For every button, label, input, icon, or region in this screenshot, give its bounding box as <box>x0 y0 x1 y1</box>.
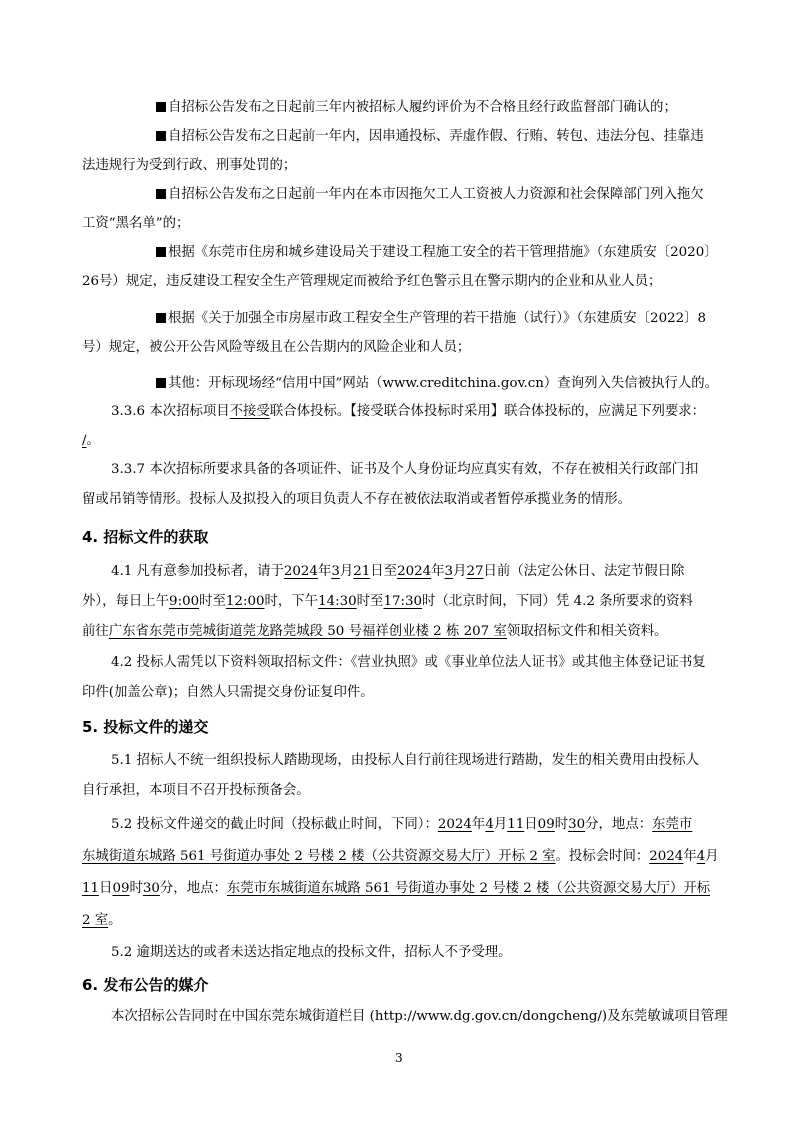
page-number: 3 <box>395 1051 403 1065</box>
clause-4-1-line-1: 4.1 凡有意参加投标者，请于2024年3月21日至2024年3月27日前（法定公休日、法定节假日除 <box>111 564 685 579</box>
open-month: 4 <box>696 849 706 864</box>
pm-end-time: 17:30 <box>383 594 423 609</box>
section-6-heading: 6. 发布公告的媒介 <box>82 976 209 994</box>
consortium-requirement: / <box>82 433 87 448</box>
disqualify-item-2-cont: 法违规行为受到行政、刑事处罚的； <box>82 158 297 173</box>
clause-5-2-line-4: 2 室。 <box>82 913 122 928</box>
deadline-minute: 30 <box>568 817 586 832</box>
clause-3-3-6-cont: /。 <box>82 433 100 448</box>
am-end-time: 12:00 <box>225 594 265 609</box>
disqualify-item-6: 其他：开标现场经“信用中国”网站（www.creditchina.gov.cn）查询列入失信被执行人的。 <box>156 375 718 393</box>
clause-3-3-7: 3.3.7 本次招标所要求具备的各项证件、证书及个人身份证均应真实有效，不存在被相关行政部门扣 <box>111 462 699 477</box>
clause-4-2-line-2: 印件(加盖公章)；自然人只需提交身份证复印件。 <box>82 685 374 700</box>
bullet-square-icon <box>156 102 166 112</box>
start-day: 21 <box>353 564 371 579</box>
clause-3-3-7-cont: 留或吊销等情形。投标人及拟投入的项目负责人不存在被依法取消或者暂停承揽业务的情形。 <box>82 492 632 507</box>
deadline-month: 4 <box>485 817 494 832</box>
bullet-square-icon <box>156 313 166 323</box>
bullet-square-icon <box>156 189 166 199</box>
clause-4-1-line-2: 外），每日上午9:00时至12:00时，下午14:30时至17:30时（北京时间，下同）凭 4.2 条所要求的资料 <box>82 594 693 609</box>
end-day: 27 <box>466 564 484 579</box>
deadline-hour: 09 <box>537 817 555 832</box>
opening-place-cont: 2 室 <box>82 913 109 928</box>
deadline-day: 11 <box>507 817 525 832</box>
deadline-year: 2024 <box>437 817 472 832</box>
end-year: 2024 <box>397 564 432 579</box>
open-day: 11 <box>82 881 100 896</box>
open-hour: 09 <box>112 881 130 896</box>
submission-place: 东莞市 <box>652 817 693 832</box>
open-minute: 30 <box>142 881 160 896</box>
bullet-square-icon <box>156 247 166 257</box>
end-month: 3 <box>444 564 454 579</box>
disqualify-item-4: 根据《东莞市住房和城乡建设局关于建设工程施工安全的若干管理措施》（东建质安〔2020〕 <box>156 244 718 262</box>
clause-5-1-line-1: 5.1 招标人不统一组织投标人踏勘现场，由投标人自行前往现场进行踏勘，发生的相关费用由投标人 <box>111 753 699 768</box>
disqualify-item-1: 自招标公告发布之日起前三年内被招标人履约评价为不合格且经行政监督部门确认的； <box>156 99 677 117</box>
disqualify-item-3-cont: 工资“黑名单”的； <box>82 216 190 231</box>
disqualify-item-3: 自招标公告发布之日起前一年内在本市因拖欠工人工资被人力资源和社会保障部门列入拖欠 <box>156 186 704 204</box>
clause-6-1: 本次招标公告同时在中国东莞东城街道栏目 (http://www.dg.gov.cn/dongcheng/)及东莞敏诚项目管理 <box>111 1009 728 1024</box>
clause-4-2-line-1: 4.2 投标人需凭以下资料领取招标文件：《营业执照》或《事业单位法人证书》或其他主体登记证书复 <box>111 655 706 670</box>
am-start-time: 9:00 <box>169 594 200 609</box>
bullet-square-icon <box>156 378 166 388</box>
bullet-square-icon <box>156 131 166 141</box>
pickup-address: 广东省东莞市莞城街道莞龙路莞城段 50 号福祥创业楼 2 栋 207 室 <box>108 624 507 639</box>
start-year: 2024 <box>283 564 318 579</box>
section-5-heading: 5. 投标文件的递交 <box>82 718 209 736</box>
disqualify-item-5: 根据《关于加强全市房屋市政工程安全生产管理的若干措施（试行）》（东建质安〔2022〕8 <box>156 310 706 328</box>
disqualify-item-2: 自招标公告发布之日起前一年内，因串通投标、弄虚作假、行贿、转包、违法分包、挂靠违 <box>156 128 704 146</box>
clause-5-2-line-3: 11日09时30分，地点：东莞市东城街道东城路 561 号街道办事处 2 号楼 2 楼（公共资源交易大厅）开标 <box>82 881 711 896</box>
clause-3-3-6: 3.3.6 本次招标项目不接受联合体投标。【接受联合体投标时采用】联合体投标的，应满足下列要求： <box>111 404 706 419</box>
disqualify-item-4-cont: 26号）规定，违反建设工程安全生产管理规定而被给予红色警示且在警示期内的企业和从业人员； <box>82 274 662 289</box>
pm-start-time: 14:30 <box>318 594 357 609</box>
start-month: 3 <box>331 564 340 579</box>
open-year: 2024 <box>649 849 684 864</box>
opening-place: 东莞市东城街道东城路 561 号街道办事处 2 号楼 2 楼（公共资源交易大厅）开标 <box>226 881 711 896</box>
consortium-option: 不接受 <box>229 404 270 419</box>
clause-5-1-line-2: 自行承担，本项目不召开投标预备会。 <box>82 783 310 798</box>
clause-5-2-line-1: 5.2 投标文件递交的截止时间（投标截止时间，下同）：2024年4月11日09时30分，地点：东莞市 <box>111 817 693 832</box>
clause-4-1-line-3: 前往广东省东莞市莞城街道莞龙路莞城段 50 号福祥创业楼 2 栋 207 室领取招标文件和相关资料。 <box>82 624 668 639</box>
submission-place-cont: 东城街道东城路 561 号街道办事处 2 号楼 2 楼（公共资源交易大厅）开标 2 室 <box>82 849 556 864</box>
disqualify-item-5-cont: 号）规定，被公开公告风险等级且在公告期内的风险企业和人员； <box>82 340 471 355</box>
section-4-heading: 4. 招标文件的获取 <box>82 528 209 546</box>
clause-5-2-line-2: 东城街道东城路 561 号街道办事处 2 号楼 2 楼（公共资源交易大厅）开标 2 室。投标会时间：2024年4月 <box>82 849 719 864</box>
clause-5-3: 5.2 逾期送达的或者未送达指定地点的投标文件，招标人不予受理。 <box>111 945 512 960</box>
